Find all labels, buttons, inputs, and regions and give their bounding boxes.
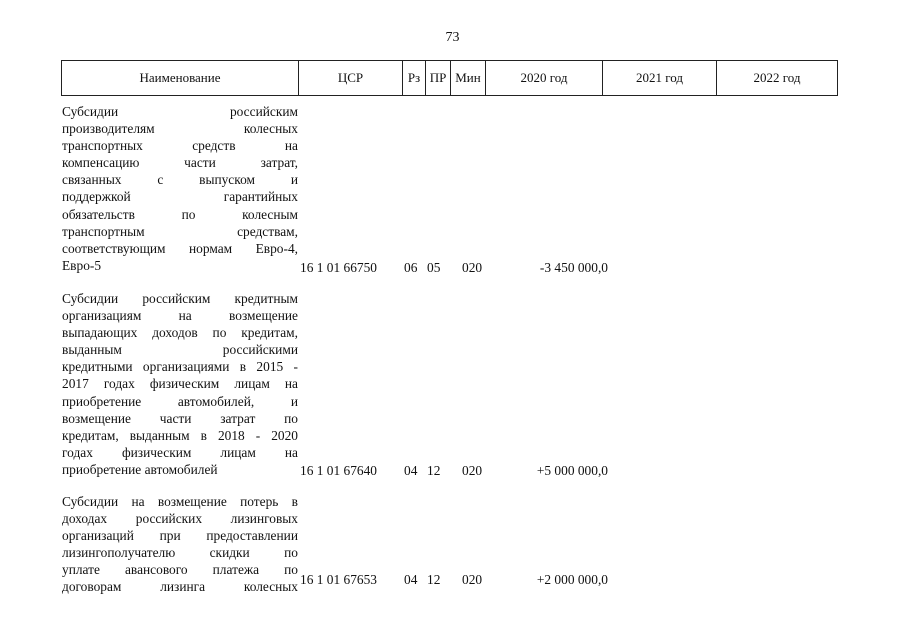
- row-rz: 06: [404, 260, 418, 275]
- row-name-line: доходах российских лизинговых: [62, 511, 298, 527]
- row-name: [62, 103, 298, 274]
- row-name-line: кредитными организациями в 2015 -: [62, 359, 298, 375]
- row-name-line: организациям на возмещение: [62, 308, 298, 324]
- row-name-line: Субсидии российским: [62, 104, 298, 119]
- row-name-line: лизингополучателю скидки по: [62, 545, 298, 561]
- row-name-line: организаций при предоставлении: [62, 528, 298, 544]
- table-header: [61, 60, 838, 96]
- row-name-line: соответствующим нормам Евро-4,: [62, 240, 298, 256]
- row-name-line: приобретение автомобилей: [62, 461, 218, 477]
- row-name-line: Евро-5: [62, 257, 102, 273]
- header-csr: ЦСР: [299, 61, 403, 96]
- row-2020: +2 000 000,0: [536, 572, 608, 587]
- row-2020: +5 000 000,0: [536, 463, 608, 478]
- row-csr: 16 1 01 66750: [300, 260, 377, 275]
- row-name: [62, 290, 298, 478]
- row-name-line: производителям колесных: [62, 121, 298, 137]
- row-name-line: приобретение автомобилей, и: [62, 393, 298, 409]
- row-name-line: поддержкой гарантийных: [62, 189, 298, 205]
- row-pr: 05: [427, 260, 441, 275]
- header-2022: 2022 год: [717, 61, 838, 96]
- row-name-line: выданным российскими: [62, 342, 298, 358]
- header-rz: Рз: [403, 61, 426, 96]
- row-name-line: годах физическим лицам на: [62, 444, 298, 460]
- header-2020: 2020 год: [486, 61, 603, 96]
- row-csr: 16 1 01 67640: [300, 463, 377, 478]
- row-name: [62, 493, 298, 596]
- row-pr: 12: [427, 572, 441, 587]
- header-min: Мин: [451, 61, 486, 96]
- row-pr: 12: [427, 463, 441, 478]
- row-rz: 04: [404, 572, 418, 587]
- row-2020: -3 450 000,0: [539, 260, 608, 275]
- row-name-line: Субсидии российским кредитным: [62, 291, 298, 306]
- row-name-line: договорам лизинга колесных: [62, 579, 298, 595]
- row-name-line: 2017 годах физическим лицам на: [62, 376, 298, 392]
- page-number: 73: [445, 30, 460, 45]
- row-name-line: транспортным средствам,: [62, 223, 298, 239]
- row-name-line: транспортных средств на: [62, 138, 298, 154]
- row-name-line: возмещение части затрат по: [62, 410, 298, 426]
- row-name-line: обязательств по колесным: [62, 206, 298, 222]
- row-name-line: Субсидии на возмещение потерь в: [62, 494, 298, 509]
- row-name-line: уплате авансового платежа по: [62, 562, 298, 578]
- row-min: 020: [462, 572, 483, 587]
- header-pr: ПР: [426, 61, 451, 96]
- row-rz: 04: [404, 463, 418, 478]
- header-name: Наименование: [62, 61, 299, 96]
- row-csr: 16 1 01 67653: [300, 572, 377, 587]
- row-name-line: кредитам, выданным в 2018 - 2020: [62, 427, 298, 443]
- row-min: 020: [462, 260, 483, 275]
- row-name-line: связанных с выпуском и: [62, 172, 298, 188]
- row-name-line: компенсацию части затрат,: [62, 155, 298, 171]
- row-min: 020: [462, 463, 483, 478]
- header-2021: 2021 год: [603, 61, 717, 96]
- row-name-line: выпадающих доходов по кредитам,: [62, 325, 298, 341]
